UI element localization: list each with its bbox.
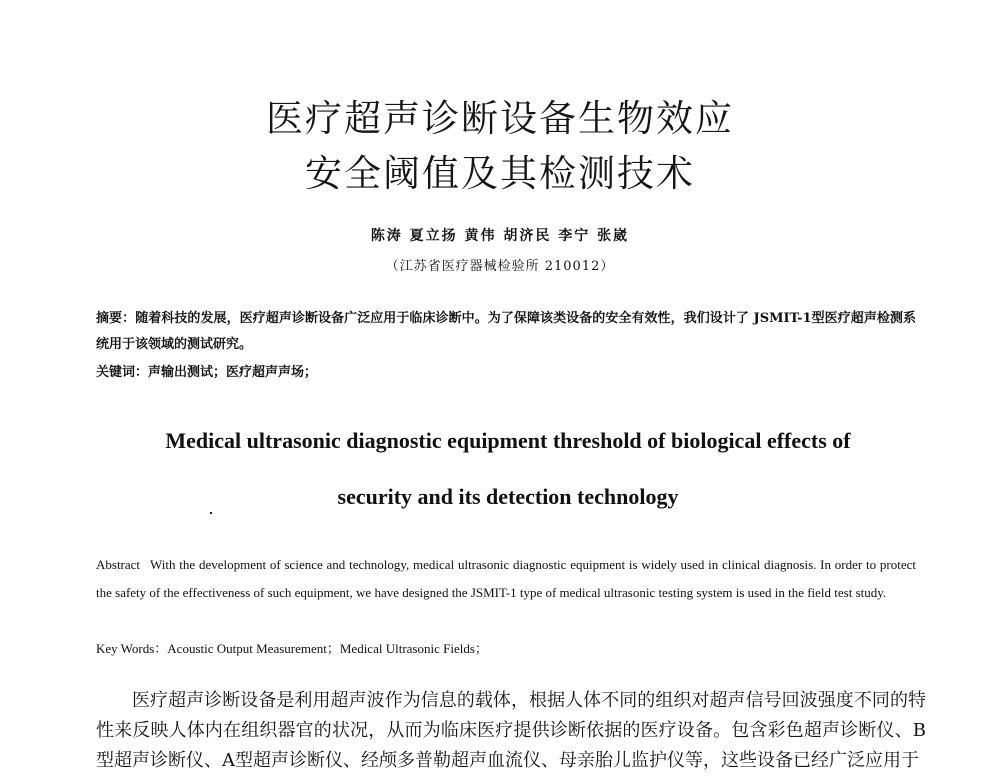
english-title-line-1: Medical ultrasonic diagnostic equipment threshold of biological effects of	[165, 428, 851, 453]
scan-speck	[210, 512, 212, 514]
chinese-title-line-2: 安全阈值及其检测技术	[305, 152, 695, 195]
body-paragraph: 医疗超声诊断设备是利用超声波作为信息的载体，根据人体不同的组织对超声信号回波强度不同的特性来反映人体内在组织器官的状况，从而为临床医疗提供诊断依据的医疗设备。包含彩色超声诊断仪、B型超声诊断仪、A型超声诊断仪、经颅多普勒超声血流仪、母亲胎儿监护仪等，这些设备已经广泛应用于	[96, 690, 926, 771]
english-abstract-text: With the development of science and technology, medical ultrasonic diagnostic equipment is widely used in clinical diagnosis. In order to protect the safety of the effectiveness of such equipment, we have designed the JSMIT-1 type of medical ultrasonic testing system is used in the field test study.	[96, 557, 916, 600]
chinese-abstract-text: 随着科技的发展，医疗超声诊断设备广泛应用于临床诊断中。为了保障该类设备的安全有效性，我们设计了 JSMIT-1型医疗超声检测系统用于该领域的测试研究。	[96, 311, 916, 352]
english-abstract-label: Abstract	[96, 557, 141, 572]
english-abstract	[96, 551, 916, 607]
affiliation: （江苏省医疗器械检验所 210012）	[385, 259, 615, 274]
chinese-abstract	[96, 306, 916, 358]
chinese-keywords-text: 声输出测试；医疗超声声场；	[148, 365, 318, 380]
author-list: 陈涛 夏立扬 黄伟 胡济民 李宁 张崴	[370, 228, 630, 244]
english-keywords	[96, 635, 916, 663]
english-keywords-text: Acoustic Output Measurement；Medical Ultrasonic Fields；	[167, 641, 488, 656]
chinese-abstract-label: 摘要：	[96, 311, 136, 326]
english-title-line-2: security and its detection technology	[337, 484, 679, 509]
english-keywords-label: Key Words：	[96, 641, 168, 656]
chinese-keywords	[96, 360, 916, 386]
chinese-title-line-1: 医疗超声诊断设备生物效应	[266, 97, 734, 140]
chinese-keywords-label: 关键词：	[96, 365, 149, 380]
